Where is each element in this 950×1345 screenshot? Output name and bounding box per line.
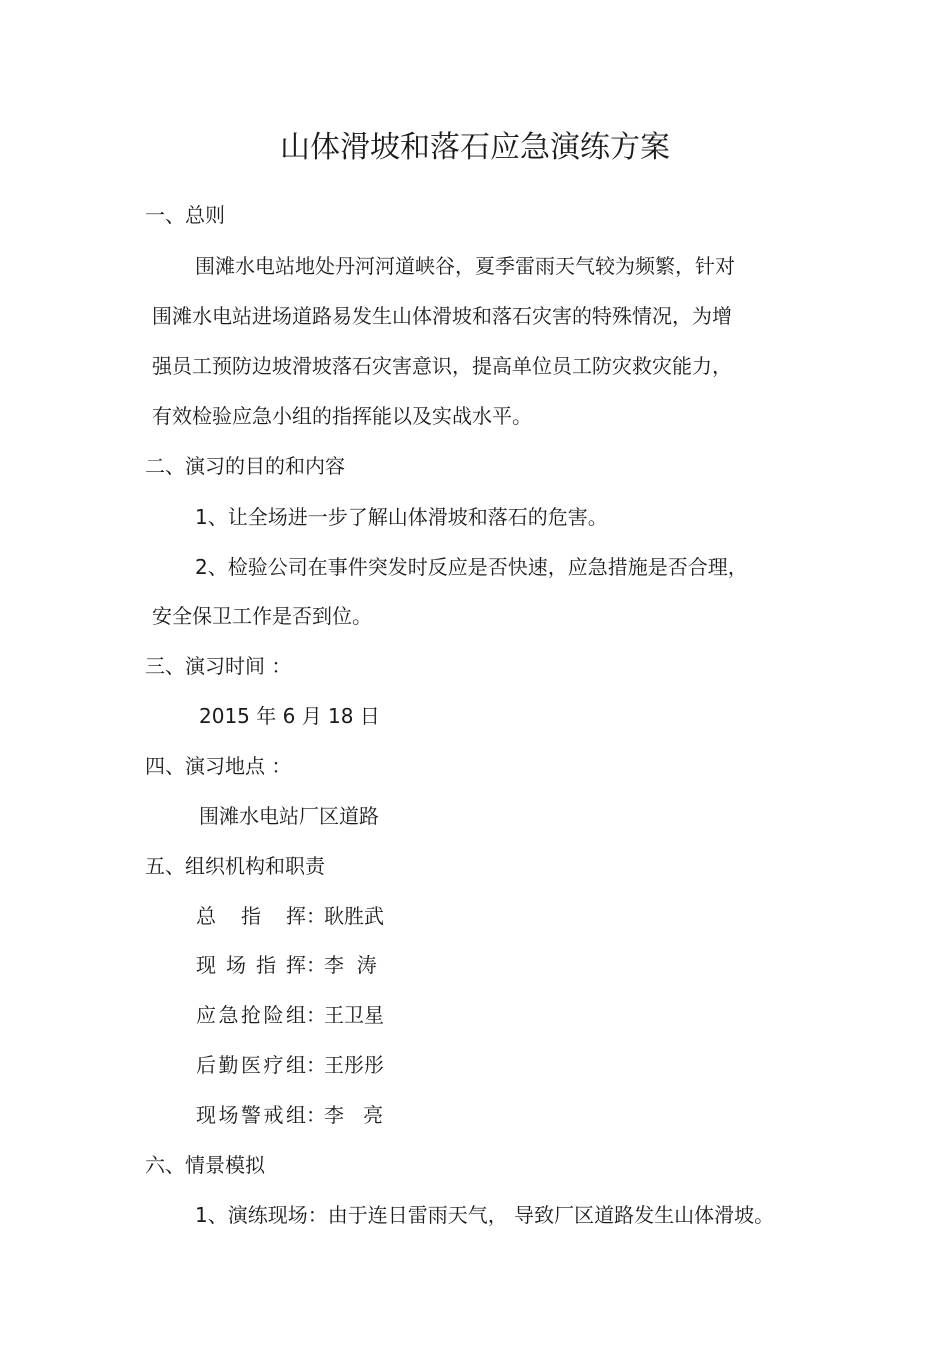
section-2-item-2: 2、检验公司在事件突发时反应是否快速，应急措施是否合理， <box>195 555 748 579</box>
document-title: 山体滑坡和落石应急演练方案 <box>280 130 670 165</box>
section-6-item-1: 1、演练现场：由于连日雷雨天气， 导致厂区道路发生山体滑坡。 <box>195 1203 775 1227</box>
section-6-heading: 六、情景模拟 <box>145 1153 265 1177</box>
role-name: 王彤彤 <box>324 1053 384 1077</box>
drill-date: 2015 年 6 月 18 日 <box>199 704 380 728</box>
role-row: 总指挥：耿胜武 <box>196 904 384 928</box>
section-1-heading: 一、总则 <box>145 203 225 227</box>
role-row: 应急抢险组：王卫星 <box>196 1003 384 1027</box>
role-label: 现场指挥 <box>196 953 306 977</box>
section-1-para-line-2: 围滩水电站进场道路易发生山体滑坡和落石灾害的特殊情况，为增 <box>152 304 732 328</box>
section-3-heading: 三、演习时间 ： <box>145 654 292 678</box>
role-label: 后勤医疗组 <box>196 1053 306 1077</box>
role-label: 应急抢险组 <box>196 1003 306 1027</box>
section-1-para-line-4: 有效检验应急小组的指挥能以及实战水平。 <box>152 404 532 428</box>
role-row: 现场警戒组：李 亮 <box>196 1103 384 1127</box>
section-2-item-1: 1、让全场进一步了解山体滑坡和落石的危害。 <box>195 505 608 529</box>
role-name: 李 涛 <box>324 953 377 977</box>
role-name: 耿胜武 <box>324 904 384 928</box>
drill-location: 围滩水电站厂区道路 <box>199 804 379 828</box>
section-1-para-line-1: 围滩水电站地处丹河河道峡谷，夏季雷雨天气较为频繁，针对 <box>195 254 735 278</box>
role-label: 总指挥 <box>196 904 306 928</box>
role-row: 现场指挥：李 涛 <box>196 953 377 977</box>
section-1-para-line-3: 强员工预防边坡滑坡落石灾害意识，提高单位员工防灾救灾能力， <box>152 354 732 378</box>
role-label: 现场警戒组 <box>196 1103 306 1127</box>
role-row: 后勤医疗组：王彤彤 <box>196 1053 384 1077</box>
section-5-heading: 五、组织机构和职责 <box>145 854 325 878</box>
role-name: 王卫星 <box>324 1003 384 1027</box>
section-2-item-2-cont: 安全保卫工作是否到位。 <box>152 604 372 628</box>
section-4-heading: 四、演习地点 ： <box>145 754 292 778</box>
role-name: 李 亮 <box>324 1103 384 1127</box>
section-2-heading: 二、演习的目的和内容 <box>145 454 345 478</box>
